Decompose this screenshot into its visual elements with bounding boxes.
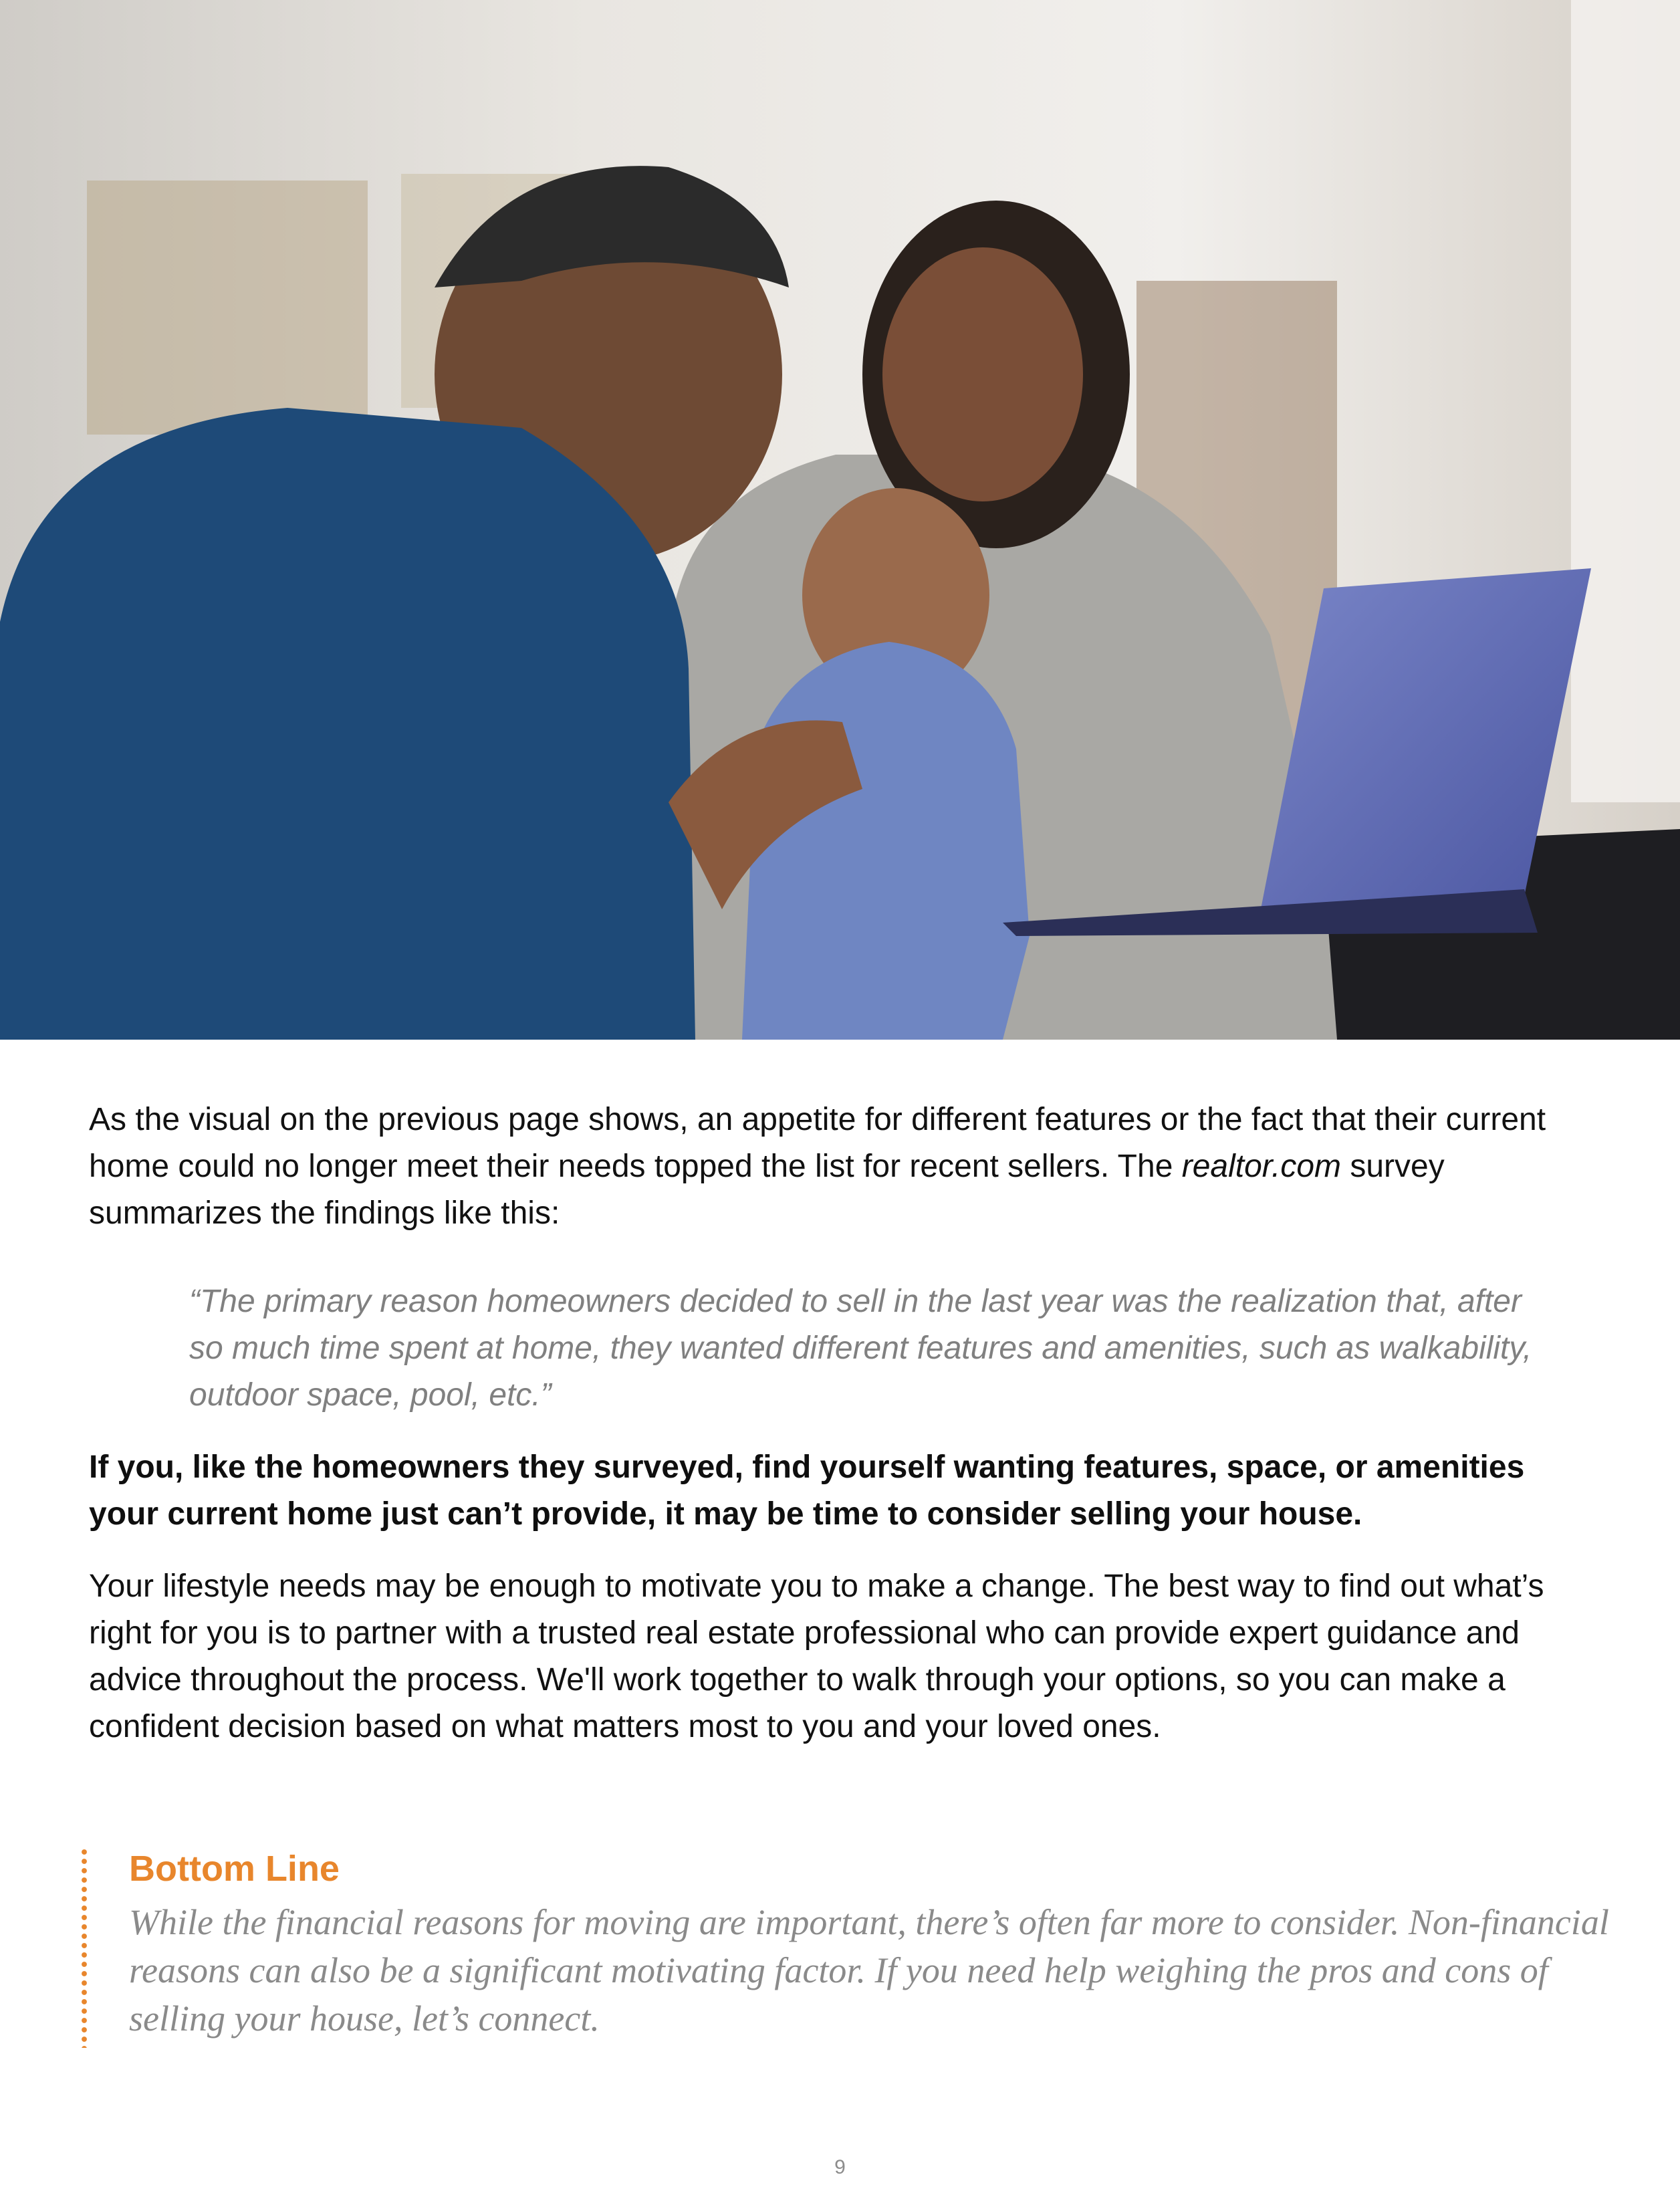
advice-paragraph: Your lifestyle needs may be enough to motivate you to make a change. The best way to find out what’s right for you is to partner with a trusted real estate professional who can provide expert guidance and advice throughout the process. We'll work together to walk through your options, so you can make a confident decision based on what matters most to you and your loved ones. xyxy=(89,1569,1544,1744)
source-name: realtor.com xyxy=(1181,1149,1342,1184)
survey-quote: “The primary reason homeowners decided to sell in the last year was the realization that, after so much time spent at home, they wanted different features and amenities, such as walkability, outdoor space, pool, etc.” xyxy=(189,1284,1532,1413)
bottom-line-section xyxy=(82,1843,1619,2045)
bottom-line-title: Bottom Line xyxy=(129,1849,340,1889)
key-message-paragraph: If you, like the homeowners they surveyed, find yourself wanting features, space, or amenities your current home just can’t provide, it may be time to consider selling your house. xyxy=(89,1449,1525,1532)
bottom-line-text: While the financial reasons for moving are important, there’s often far more to consider. Non-financial reasons can also be a significant motivating factor. If you need help weighing the pros and cons of selling your house, let’s connect. xyxy=(129,1902,1609,2039)
intro-tail: survey summarizes the findings like this: xyxy=(89,1149,1445,1231)
intro-paragraph xyxy=(89,1096,1593,1237)
page-number: 9 xyxy=(834,2156,846,2178)
article-body xyxy=(89,1096,1593,1750)
hero-photo xyxy=(0,0,1680,1040)
dotted-accent-divider xyxy=(82,1847,87,2048)
family-laptop-illustration xyxy=(0,0,1680,1040)
intro-text: As the visual on the previous page shows, an appetite for different features or the fact that their current home could no longer meet their needs topped the list for recent sellers. The xyxy=(89,1102,1546,1184)
